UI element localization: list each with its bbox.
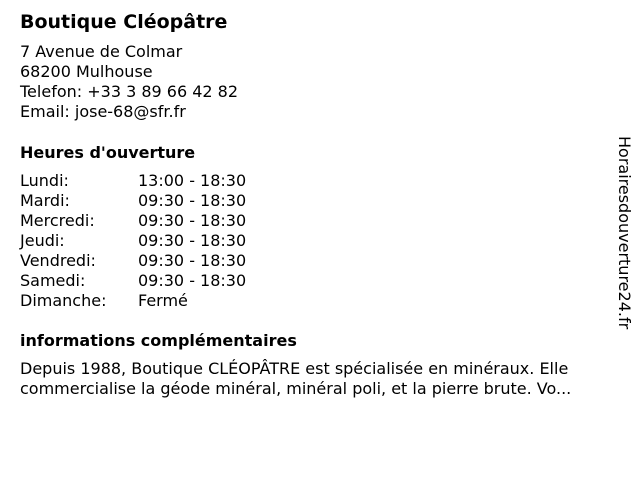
business-name: Boutique Cléopâtre	[20, 11, 228, 33]
phone-number: Telefon: +33 3 89 66 42 82	[20, 82, 239, 101]
time-value: 13:00 - 18:30	[138, 171, 247, 190]
opening-hours-list	[20, 171, 610, 311]
day-label: Dimanche:	[20, 291, 107, 310]
hours-row-sunday	[20, 291, 610, 311]
hours-row-monday	[20, 171, 610, 191]
time-value: 09:30 - 18:30	[138, 271, 247, 290]
address-line-2: 68200 Mulhouse	[20, 62, 153, 81]
opening-hours-title: Heures d'ouverture	[20, 143, 196, 162]
email-address: Email: jose-68@sfr.fr	[20, 102, 186, 121]
day-label: Samedi:	[20, 271, 86, 290]
day-label: Mercredi:	[20, 211, 95, 230]
hours-row-saturday	[20, 271, 610, 291]
time-value: 09:30 - 18:30	[138, 231, 247, 250]
day-label: Mardi:	[20, 191, 70, 210]
additional-info-line-1: Depuis 1988, Boutique CLÉOPÂTRE est spécialisée en minéraux. Elle	[20, 359, 569, 378]
additional-info-title: informations complémentaires	[20, 331, 297, 350]
site-watermark: Horairesdouverture24.fr	[615, 136, 634, 330]
additional-info-line-2: commercialise la géode minéral, minéral poli, et la pierre brute. Vo...	[20, 379, 572, 398]
time-value: 09:30 - 18:30	[138, 211, 247, 230]
business-card	[20, 9, 610, 399]
day-label: Jeudi:	[20, 231, 65, 250]
day-label: Vendredi:	[20, 251, 96, 270]
hours-row-wednesday	[20, 211, 610, 231]
hours-row-friday	[20, 251, 610, 271]
hours-row-thursday	[20, 231, 610, 251]
time-value: 09:30 - 18:30	[138, 191, 247, 210]
day-label: Lundi:	[20, 171, 69, 190]
address-line-1: 7 Avenue de Colmar	[20, 42, 183, 61]
hours-row-tuesday	[20, 191, 610, 211]
time-value: 09:30 - 18:30	[138, 251, 247, 270]
time-value: Fermé	[138, 291, 188, 310]
